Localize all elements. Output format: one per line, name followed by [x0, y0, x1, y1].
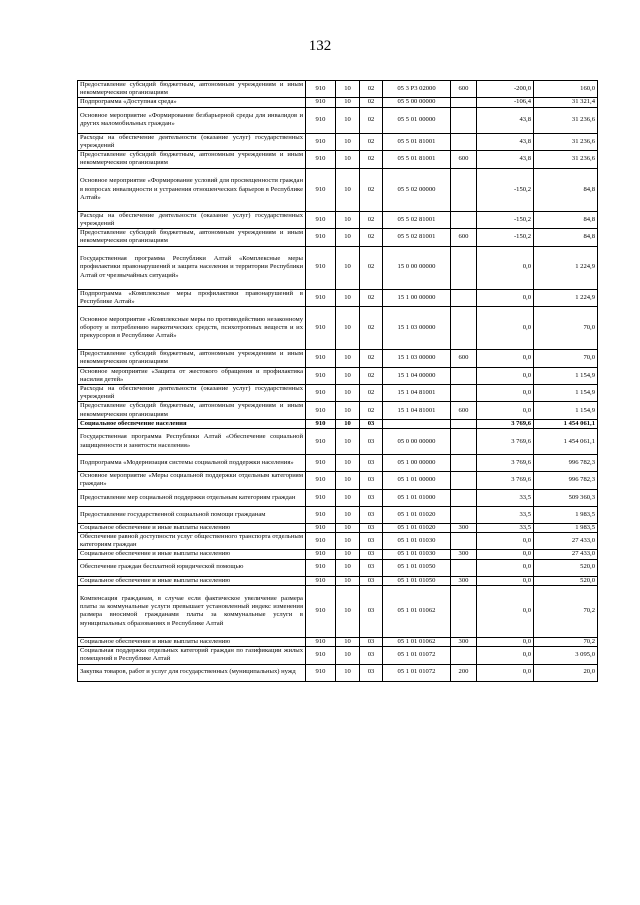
- page-number: 132: [308, 38, 332, 54]
- row-total-amount: 31 236,6: [534, 107, 598, 133]
- row-name: Основное мероприятие «Меры социальной поддержки отдельным категориям граждан»: [78, 472, 306, 489]
- row-section-code: 10: [336, 472, 360, 489]
- row-name: Социальное обеспечение населения: [78, 419, 306, 428]
- row-target-article: 05 1 01 01030: [383, 550, 451, 559]
- row-change-amount: 33,5: [477, 523, 534, 532]
- row-subsection-code: 03: [360, 532, 383, 549]
- row-expense-type: 600: [451, 402, 477, 419]
- row-total-amount: 70,2: [534, 585, 598, 637]
- row-subsection-code: 02: [360, 307, 383, 350]
- row-target-article: 05 1 01 01030: [383, 532, 451, 549]
- row-target-article: 05 1 01 01062: [383, 637, 451, 646]
- row-change-amount: 0,0: [477, 289, 534, 306]
- row-name: Государственная программа Республики Алтай «Комплексные меры профилактики правонарушений и защита населения и территории Республики Алтай от чрезвычайных ситуаций»: [78, 246, 306, 289]
- row-admin-code: 910: [306, 107, 336, 133]
- row-change-amount: -150,2: [477, 211, 534, 228]
- row-total-amount: 20,0: [534, 664, 598, 681]
- row-expense-type: [451, 559, 477, 576]
- row-subsection-code: 03: [360, 472, 383, 489]
- row-admin-code: 910: [306, 585, 336, 637]
- row-admin-code: 910: [306, 211, 336, 228]
- table-row: [78, 289, 598, 306]
- row-section-code: 10: [336, 107, 360, 133]
- row-total-amount: 70,0: [534, 350, 598, 367]
- row-target-article: 05 5 01 81001: [383, 151, 451, 168]
- row-change-amount: 3 769,6: [477, 429, 534, 455]
- row-change-amount: 0,0: [477, 246, 534, 289]
- row-section-code: 10: [336, 98, 360, 107]
- row-total-amount: 1 454 061,1: [534, 429, 598, 455]
- row-name: Социальное обеспечение и иные выплаты населению: [78, 550, 306, 559]
- row-total-amount: 509 360,3: [534, 489, 598, 506]
- table-row: [78, 229, 598, 246]
- row-name: Расходы на обеспечение деятельности (оказание услуг) государственных учреждений: [78, 133, 306, 150]
- row-subsection-code: 02: [360, 168, 383, 211]
- row-section-code: 10: [336, 402, 360, 419]
- row-section-code: 10: [336, 429, 360, 455]
- row-change-amount: 0,0: [477, 559, 534, 576]
- row-section-code: 10: [336, 229, 360, 246]
- row-total-amount: 1 454 061,1: [534, 419, 598, 428]
- row-change-amount: 0,0: [477, 402, 534, 419]
- row-target-article: 15 1 03 00000: [383, 307, 451, 350]
- row-name: Предоставление субсидий бюджетным, автономным учреждениям и иным некоммерческим организациям: [78, 229, 306, 246]
- row-section-code: 10: [336, 81, 360, 98]
- row-subsection-code: 03: [360, 523, 383, 532]
- row-expense-type: 300: [451, 637, 477, 646]
- row-admin-code: 910: [306, 168, 336, 211]
- row-admin-code: 910: [306, 402, 336, 419]
- table-row: [78, 523, 598, 532]
- row-admin-code: 910: [306, 532, 336, 549]
- row-target-article: 05 1 01 01000: [383, 489, 451, 506]
- budget-table: [77, 80, 598, 682]
- row-subsection-code: 02: [360, 246, 383, 289]
- row-name: Социальное обеспечение и иные выплаты населению: [78, 637, 306, 646]
- row-admin-code: 910: [306, 647, 336, 664]
- row-name: Основное мероприятие «Формирование безбарьерной среды для инвалидов и других маломобильных граждан»: [78, 107, 306, 133]
- row-target-article: 05 5 01 81001: [383, 133, 451, 150]
- row-change-amount: 0,0: [477, 307, 534, 350]
- row-section-code: 10: [336, 637, 360, 646]
- row-section-code: 10: [336, 133, 360, 150]
- row-admin-code: 910: [306, 523, 336, 532]
- table-row: [78, 506, 598, 523]
- row-expense-type: [451, 367, 477, 384]
- row-total-amount: 27 433,0: [534, 550, 598, 559]
- row-target-article: 05 1 01 01050: [383, 559, 451, 576]
- row-total-amount: 996 782,3: [534, 455, 598, 472]
- row-admin-code: 910: [306, 550, 336, 559]
- row-admin-code: 910: [306, 289, 336, 306]
- row-name: Расходы на обеспечение деятельности (оказание услуг) государственных учреждений: [78, 211, 306, 228]
- row-target-article: 05 0 00 00000: [383, 429, 451, 455]
- row-subsection-code: 02: [360, 350, 383, 367]
- row-target-article: 05 1 01 00000: [383, 472, 451, 489]
- row-target-article: 15 1 00 00000: [383, 289, 451, 306]
- table-row: [78, 585, 598, 637]
- row-admin-code: 910: [306, 133, 336, 150]
- row-expense-type: 300: [451, 576, 477, 585]
- row-change-amount: 0,0: [477, 637, 534, 646]
- row-expense-type: [451, 429, 477, 455]
- row-change-amount: 0,0: [477, 647, 534, 664]
- row-change-amount: 3 769,6: [477, 472, 534, 489]
- row-target-article: 15 1 03 00000: [383, 350, 451, 367]
- row-total-amount: 1 224,9: [534, 289, 598, 306]
- row-section-code: 10: [336, 489, 360, 506]
- row-section-code: 10: [336, 289, 360, 306]
- row-section-code: 10: [336, 532, 360, 549]
- row-total-amount: 84,8: [534, 168, 598, 211]
- row-admin-code: 910: [306, 489, 336, 506]
- row-expense-type: 600: [451, 151, 477, 168]
- row-admin-code: 910: [306, 576, 336, 585]
- row-subsection-code: 02: [360, 151, 383, 168]
- row-admin-code: 910: [306, 419, 336, 428]
- row-change-amount: -200,0: [477, 81, 534, 98]
- row-change-amount: 0,0: [477, 664, 534, 681]
- row-change-amount: -150,2: [477, 229, 534, 246]
- row-change-amount: 3 769,6: [477, 419, 534, 428]
- row-subsection-code: 02: [360, 98, 383, 107]
- row-section-code: 10: [336, 506, 360, 523]
- row-admin-code: 910: [306, 367, 336, 384]
- table-row: [78, 402, 598, 419]
- table-row: [78, 307, 598, 350]
- row-subsection-code: 02: [360, 384, 383, 401]
- row-section-code: 10: [336, 664, 360, 681]
- row-subsection-code: 02: [360, 81, 383, 98]
- row-admin-code: 910: [306, 350, 336, 367]
- row-total-amount: 31 321,4: [534, 98, 598, 107]
- row-subsection-code: 02: [360, 229, 383, 246]
- table-row: [78, 367, 598, 384]
- row-name: Государственная программа Республики Алтай «Обеспечение социальной защищенности и занятости населения»: [78, 429, 306, 455]
- table-row: [78, 455, 598, 472]
- table-row: [78, 550, 598, 559]
- table-row: [78, 637, 598, 646]
- row-expense-type: [451, 489, 477, 506]
- row-target-article: 05 5 02 81001: [383, 211, 451, 228]
- row-subsection-code: 02: [360, 133, 383, 150]
- row-expense-type: 600: [451, 229, 477, 246]
- row-change-amount: 33,5: [477, 489, 534, 506]
- row-admin-code: 910: [306, 664, 336, 681]
- row-subsection-code: 03: [360, 664, 383, 681]
- row-change-amount: 0,0: [477, 532, 534, 549]
- row-admin-code: 910: [306, 472, 336, 489]
- row-total-amount: 996 782,3: [534, 472, 598, 489]
- row-total-amount: 160,0: [534, 81, 598, 98]
- row-subsection-code: 03: [360, 637, 383, 646]
- table-row: [78, 384, 598, 401]
- row-expense-type: [451, 384, 477, 401]
- row-change-amount: 0,0: [477, 550, 534, 559]
- row-name: Предоставление субсидий бюджетным, автономным учреждениям и иным некоммерческим организациям: [78, 402, 306, 419]
- row-expense-type: 300: [451, 523, 477, 532]
- row-admin-code: 910: [306, 506, 336, 523]
- row-target-article: 15 1 04 81001: [383, 384, 451, 401]
- row-expense-type: [451, 506, 477, 523]
- row-expense-type: 600: [451, 350, 477, 367]
- row-section-code: 10: [336, 307, 360, 350]
- row-expense-type: 600: [451, 81, 477, 98]
- row-section-code: 10: [336, 647, 360, 664]
- row-section-code: 10: [336, 550, 360, 559]
- row-total-amount: 1 224,9: [534, 246, 598, 289]
- row-total-amount: 27 433,0: [534, 532, 598, 549]
- row-admin-code: 910: [306, 81, 336, 98]
- row-change-amount: 43,8: [477, 151, 534, 168]
- table-row: [78, 472, 598, 489]
- row-total-amount: 84,8: [534, 229, 598, 246]
- row-change-amount: 0,0: [477, 367, 534, 384]
- row-expense-type: [451, 289, 477, 306]
- table-row: [78, 489, 598, 506]
- row-expense-type: [451, 647, 477, 664]
- row-total-amount: 31 236,6: [534, 133, 598, 150]
- row-expense-type: [451, 585, 477, 637]
- row-total-amount: 1 154,9: [534, 384, 598, 401]
- row-subsection-code: 03: [360, 550, 383, 559]
- row-target-article: 05 1 01 01062: [383, 585, 451, 637]
- row-name: Предоставление государственной социальной помощи гражданам: [78, 506, 306, 523]
- row-total-amount: 520,0: [534, 559, 598, 576]
- row-subsection-code: 03: [360, 506, 383, 523]
- row-target-article: 15 0 00 00000: [383, 246, 451, 289]
- row-subsection-code: 03: [360, 455, 383, 472]
- row-name: Основное мероприятие «Защита от жестокого обращения и профилактика насилия детей»: [78, 367, 306, 384]
- row-total-amount: 520,0: [534, 576, 598, 585]
- row-change-amount: 3 769,6: [477, 455, 534, 472]
- row-name: Предоставление мер социальной поддержки отдельным категориям граждан: [78, 489, 306, 506]
- row-total-amount: 31 236,6: [534, 151, 598, 168]
- row-target-article: 05 5 02 81001: [383, 229, 451, 246]
- row-section-code: 10: [336, 246, 360, 289]
- row-subsection-code: 03: [360, 489, 383, 506]
- table-row: [78, 133, 598, 150]
- row-target-article: [383, 419, 451, 428]
- row-change-amount: -150,2: [477, 168, 534, 211]
- row-total-amount: 3 095,0: [534, 647, 598, 664]
- row-expense-type: 200: [451, 664, 477, 681]
- row-name: Закупка товаров, работ и услуг для государственных (муниципальных) нужд: [78, 664, 306, 681]
- table-row: [78, 429, 598, 455]
- row-name: Предоставление субсидий бюджетным, автономным учреждениям и иным некоммерческим организациям: [78, 151, 306, 168]
- row-subsection-code: 03: [360, 419, 383, 428]
- row-admin-code: 910: [306, 429, 336, 455]
- row-subsection-code: 02: [360, 367, 383, 384]
- row-name: Обеспечение равной доступности услуг общественного транспорта отдельным категориям граждан: [78, 532, 306, 549]
- table-row: [78, 81, 598, 98]
- row-target-article: 05 1 01 01020: [383, 506, 451, 523]
- row-target-article: 15 1 04 81001: [383, 402, 451, 419]
- row-change-amount: 43,8: [477, 107, 534, 133]
- row-subsection-code: 03: [360, 585, 383, 637]
- table-row: [78, 664, 598, 681]
- row-expense-type: [451, 307, 477, 350]
- row-target-article: 05 5 01 00000: [383, 107, 451, 133]
- row-section-code: 10: [336, 523, 360, 532]
- row-subsection-code: 03: [360, 429, 383, 455]
- table-row: [78, 532, 598, 549]
- row-expense-type: [451, 107, 477, 133]
- row-section-code: 10: [336, 151, 360, 168]
- row-admin-code: 910: [306, 637, 336, 646]
- table-row: [78, 246, 598, 289]
- row-expense-type: [451, 133, 477, 150]
- row-subsection-code: 02: [360, 289, 383, 306]
- row-subsection-code: 02: [360, 211, 383, 228]
- row-target-article: 05 1 00 00000: [383, 455, 451, 472]
- table-body: [78, 81, 598, 682]
- row-section-code: 10: [336, 211, 360, 228]
- row-target-article: 05 5 00 00000: [383, 98, 451, 107]
- row-expense-type: [451, 211, 477, 228]
- row-change-amount: 0,0: [477, 350, 534, 367]
- row-name: Компенсация гражданам, в случае если фактическое увеличение размера платы за коммунальные услуги превышает установленный индекс изменения размера вносимой гражданами платы за коммунальные услуги в муниципальных образованиях в Республике Алтай: [78, 585, 306, 637]
- row-expense-type: [451, 98, 477, 107]
- row-target-article: 05 1 01 01020: [383, 523, 451, 532]
- row-name: Основное мероприятие «Формирование условий для просвещенности граждан в вопросах инвалидности и устранения отношенческих барьеров в Республике Алтай»: [78, 168, 306, 211]
- row-expense-type: [451, 246, 477, 289]
- row-section-code: 10: [336, 419, 360, 428]
- row-name: Расходы на обеспечение деятельности (оказание услуг) государственных учреждений: [78, 384, 306, 401]
- row-section-code: 10: [336, 576, 360, 585]
- row-admin-code: 910: [306, 151, 336, 168]
- row-admin-code: 910: [306, 559, 336, 576]
- table-row: [78, 576, 598, 585]
- row-change-amount: 0,0: [477, 576, 534, 585]
- table-row: [78, 151, 598, 168]
- row-name: Социальное обеспечение и иные выплаты населению: [78, 576, 306, 585]
- row-target-article: 15 1 04 00000: [383, 367, 451, 384]
- row-target-article: 05 3 P3 02000: [383, 81, 451, 98]
- row-admin-code: 910: [306, 455, 336, 472]
- row-expense-type: [451, 168, 477, 211]
- row-name: Обеспечение граждан бесплатной юридической помощью: [78, 559, 306, 576]
- table-row: [78, 211, 598, 228]
- row-admin-code: 910: [306, 384, 336, 401]
- row-expense-type: [451, 472, 477, 489]
- row-total-amount: 1 983,5: [534, 523, 598, 532]
- row-section-code: 10: [336, 168, 360, 211]
- row-name: Предоставление субсидий бюджетным, автономным учреждениям и иным некоммерческим организациям: [78, 81, 306, 98]
- row-name: Социальное обеспечение и иные выплаты населению: [78, 523, 306, 532]
- row-admin-code: 910: [306, 98, 336, 107]
- row-target-article: 05 1 01 01050: [383, 576, 451, 585]
- row-subsection-code: 03: [360, 647, 383, 664]
- row-expense-type: [451, 419, 477, 428]
- row-section-code: 10: [336, 350, 360, 367]
- row-change-amount: 43,8: [477, 133, 534, 150]
- table-row: [78, 107, 598, 133]
- row-target-article: 05 5 02 00000: [383, 168, 451, 211]
- row-section-code: 10: [336, 455, 360, 472]
- row-total-amount: 1 154,9: [534, 367, 598, 384]
- row-admin-code: 910: [306, 246, 336, 289]
- row-section-code: 10: [336, 367, 360, 384]
- row-total-amount: 1 154,9: [534, 402, 598, 419]
- row-subsection-code: 03: [360, 559, 383, 576]
- row-subsection-code: 02: [360, 107, 383, 133]
- row-total-amount: 70,0: [534, 307, 598, 350]
- row-change-amount: 0,0: [477, 384, 534, 401]
- row-subsection-code: 02: [360, 402, 383, 419]
- row-admin-code: 910: [306, 229, 336, 246]
- row-change-amount: -106,4: [477, 98, 534, 107]
- row-name: Подпрограмма «Доступная среда»: [78, 98, 306, 107]
- row-name: Социальная поддержка отдельных категорий граждан по газификации жилых помещений в Республике Алтай: [78, 647, 306, 664]
- row-admin-code: 910: [306, 307, 336, 350]
- row-subsection-code: 03: [360, 576, 383, 585]
- row-change-amount: 0,0: [477, 585, 534, 637]
- row-name: Предоставление субсидий бюджетным, автономным учреждениям и иным некоммерческим организациям: [78, 350, 306, 367]
- table-row: [78, 98, 598, 107]
- table-row: [78, 350, 598, 367]
- row-section-code: 10: [336, 585, 360, 637]
- row-section-code: 10: [336, 559, 360, 576]
- table-row: [78, 559, 598, 576]
- row-section-code: 10: [336, 384, 360, 401]
- row-total-amount: 70,2: [534, 637, 598, 646]
- row-target-article: 05 1 01 01072: [383, 664, 451, 681]
- row-target-article: 05 1 01 01072: [383, 647, 451, 664]
- row-name: Подпрограмма «Модернизация системы социальной поддержки населения»: [78, 455, 306, 472]
- table-row: [78, 168, 598, 211]
- table-row: [78, 419, 598, 428]
- row-name: Подпрограмма «Комплексные меры профилактики правонарушений в Республике Алтай»: [78, 289, 306, 306]
- row-name: Основное мероприятие «Комплексные меры по противодействию незаконному обороту и потреблению наркотических средств, психотропных веществ и их прекурсоров в Республике Алтай»: [78, 307, 306, 350]
- row-expense-type: [451, 455, 477, 472]
- row-total-amount: 1 983,5: [534, 506, 598, 523]
- row-total-amount: 84,8: [534, 211, 598, 228]
- row-expense-type: 300: [451, 550, 477, 559]
- row-change-amount: 33,5: [477, 506, 534, 523]
- table-row: [78, 647, 598, 664]
- row-expense-type: [451, 532, 477, 549]
